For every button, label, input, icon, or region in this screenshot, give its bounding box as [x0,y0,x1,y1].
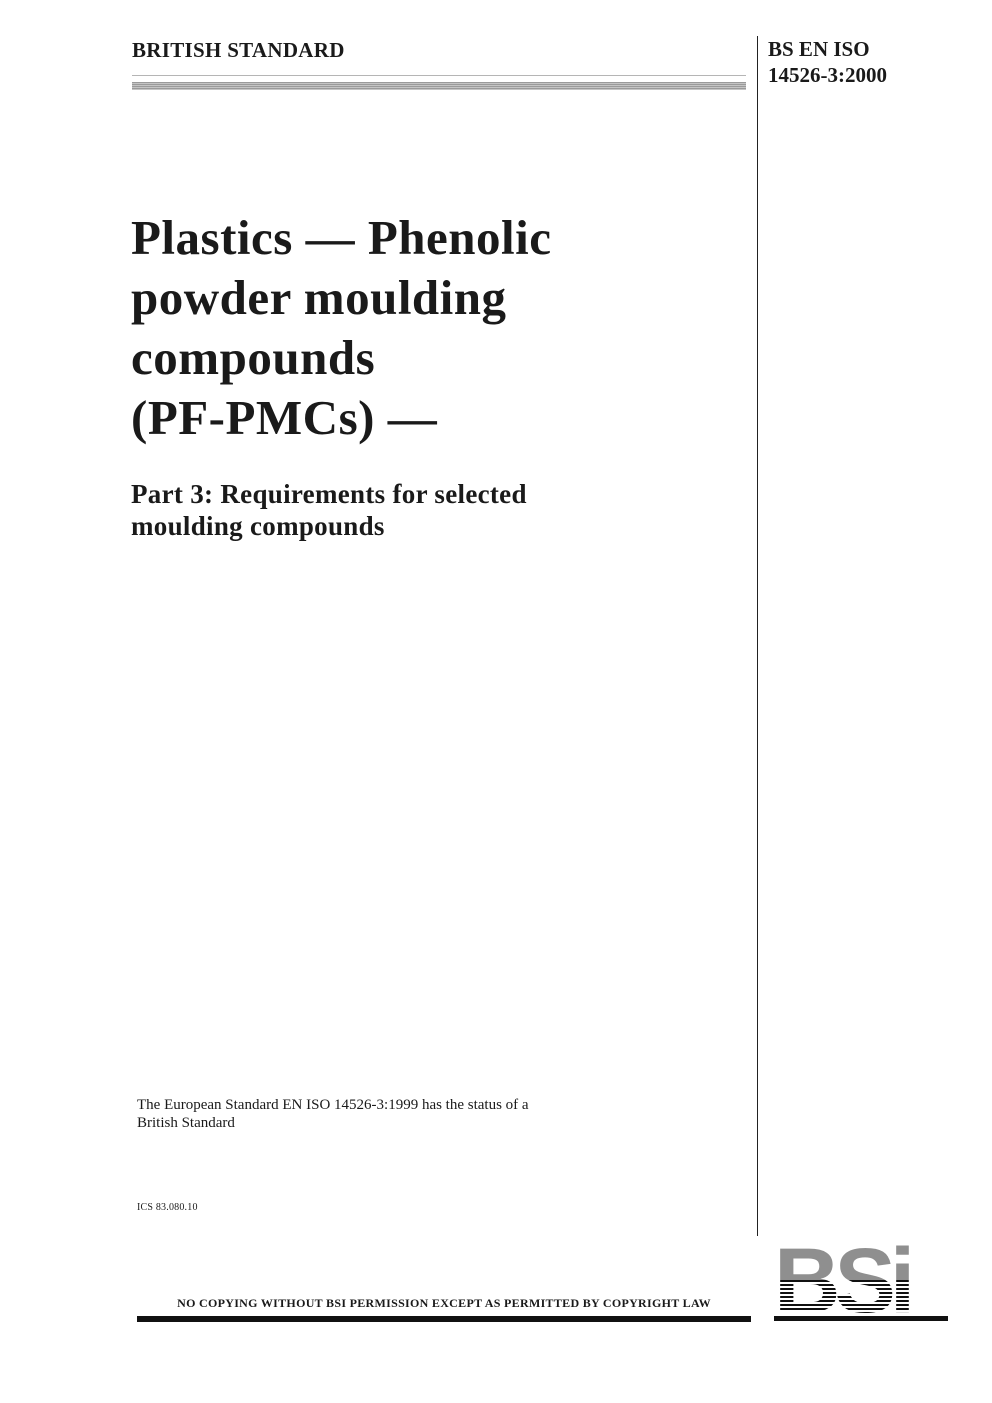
subtitle-line1: Part 3: Requirements for selected [131,479,527,509]
bsi-logo [774,1240,948,1322]
document-title [131,208,731,448]
bottom-rule [137,1316,751,1322]
subtitle-line2: moulding compounds [131,511,385,541]
document-type-label: BRITISH STANDARD [132,38,345,62]
document-subtitle [131,478,731,542]
ics-code: ICS 83.080.10 [137,1202,198,1213]
title-line3: compounds [131,330,376,385]
standard-number-line2: 14526-3:2000 [768,63,887,87]
header-rule-thin [132,75,746,76]
status-note-line1: The European Standard EN ISO 14526-3:1999 has the status of a [137,1097,529,1113]
title-line1: Plastics — Phenolic [131,210,552,265]
standard-number [768,36,887,88]
vertical-divider [757,36,758,1236]
status-note [137,1096,607,1132]
standard-number-line1: BS EN ISO [768,37,870,61]
copyright-notice: NO COPYING WITHOUT BSI PERMISSION EXCEPT AS PERMITTED BY COPYRIGHT LAW [177,1296,711,1310]
title-line4: (PF-PMCs) — [131,390,438,445]
header-rule [132,82,746,90]
status-note-line2: British Standard [137,1115,235,1131]
title-line2: powder moulding [131,270,507,325]
